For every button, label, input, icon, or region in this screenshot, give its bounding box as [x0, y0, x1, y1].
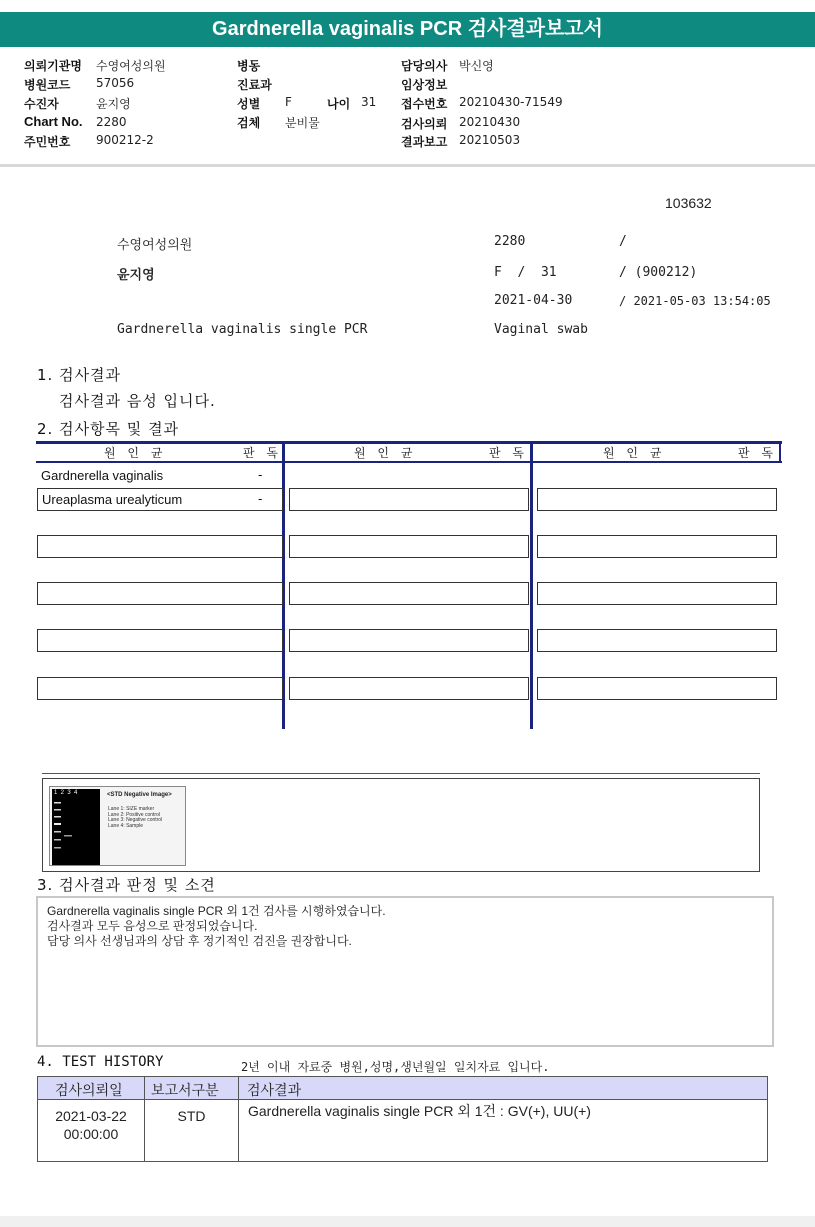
history-row-type: STD [177, 1108, 206, 1124]
gel-legend-line-1: Lane 1: SIZE marker [108, 806, 155, 812]
pathogen-result-2: - [258, 491, 263, 506]
label-request-date: 검사의뢰 [401, 117, 448, 131]
top-strip [0, 0, 815, 12]
col-header-result-1: 판 독 [243, 446, 282, 460]
value-specimen: 분비물 [285, 116, 320, 130]
pathogen-result-1: - [258, 467, 263, 482]
gel-electrophoresis-image [52, 789, 100, 865]
history-row-date-time: 00:00:00 [63, 1126, 119, 1142]
table-right-edge [779, 441, 781, 463]
value-doctor: 박신영 [459, 59, 494, 73]
gel-image-title: <STD Negative Image> [107, 792, 172, 798]
table-header-border [36, 461, 782, 463]
label-hospital-code: 병원코드 [24, 78, 71, 92]
history-col-result: 검사결과 [247, 1083, 302, 1099]
label-report-date: 결과보고 [401, 135, 448, 149]
conclusion-text [47, 904, 386, 949]
print-chart: 2280 [494, 234, 526, 249]
result-cell-r6-c2 [289, 677, 529, 700]
label-receipt-no: 접수번호 [401, 97, 448, 111]
label-patient: 수진자 [24, 97, 59, 111]
section1-result-text: 검사결과 음성 입니다. [59, 392, 216, 410]
print-request-date: 2021-04-30 [494, 293, 573, 308]
print-test-name: Gardnerella vaginalis single PCR [117, 322, 368, 337]
section2-heading: 2. 검사항목 및 결과 [37, 420, 180, 438]
history-note: 2년 이내 자료중 병원,성명,생년월일 일치자료 입니다. [241, 1060, 550, 1074]
result-cell-r5-c2 [289, 629, 529, 652]
section4-heading: 4. TEST HISTORY [37, 1054, 164, 1070]
gel-lane-numbers: 1 2 3 4 [54, 790, 78, 796]
history-row-result: Gardnerella vaginalis single PCR 외 1건 : GV(+), UU(+) [248, 1103, 591, 1119]
value-referring-clinic: 수영여성의원 [96, 59, 166, 73]
history-row-date [38, 1107, 144, 1143]
label-clinical-info: 임상정보 [401, 78, 448, 92]
history-col-request-date: 검사의뢰일 [55, 1083, 123, 1099]
result-cell-r5-c3 [537, 629, 777, 652]
conclusion-line-3: 담당 의사 선생님과의 상담 후 정기적인 검진을 권장합니다. [47, 934, 352, 948]
value-chart-no: 2280 [96, 115, 127, 129]
label-department: 진료과 [237, 78, 272, 92]
label-specimen: 검체 [237, 116, 261, 130]
value-sex: F [285, 95, 292, 109]
table-column-divider-2 [530, 441, 533, 729]
label-ward: 병동 [237, 59, 261, 73]
history-col-report-type: 보고서구분 [151, 1083, 219, 1099]
result-cell-r2-c3 [537, 488, 777, 511]
col-header-pathogen-3: 원 인 균 [603, 446, 666, 460]
history-col-divider-2 [238, 1077, 239, 1162]
label-age: 나이 [327, 97, 351, 111]
value-receipt-no: 20210430-71549 [459, 95, 563, 109]
result-cell-r4-c2 [289, 582, 529, 605]
result-cell-r6-c1 [37, 677, 283, 700]
section3-heading: 3. 검사결과 판정 및 소견 [37, 876, 216, 894]
label-sex: 성별 [237, 97, 261, 111]
gel-legend-line-2: Lane 2: Positive control [108, 811, 160, 818]
conclusion-line-1: Gardnerella vaginalis single PCR 외 1건 검사를 시행하였습니다. [47, 904, 386, 918]
pathogen-name-2: Ureaplasma urealyticum [42, 492, 183, 507]
pathogen-name-1: Gardnerella vaginalis [41, 468, 164, 483]
print-hospital: 수영여성의원 [117, 238, 193, 253]
label-chart-no: Chart No. [24, 114, 83, 129]
result-cell-r2-c2 [289, 488, 529, 511]
label-resident-no: 주민번호 [24, 135, 71, 149]
col-header-pathogen-1: 원 인 균 [104, 446, 167, 460]
image-top-rule [42, 773, 760, 774]
print-slash: / [619, 234, 627, 249]
print-patient: 윤지영 [117, 268, 155, 283]
col-header-result-2: 판 독 [489, 446, 528, 460]
label-doctor: 담당의사 [401, 59, 448, 73]
print-sex-age: F / 31 [494, 265, 557, 280]
value-report-date: 20210503 [459, 133, 521, 147]
result-cell-r6-c3 [537, 677, 777, 700]
value-patient: 윤지영 [96, 97, 131, 111]
bottom-strip [0, 1216, 815, 1227]
report-title: Gardnerella vaginalis PCR 검사결과보고서 [212, 18, 603, 40]
gel-bands-icon [52, 789, 100, 865]
col-header-result-3: 판 독 [738, 446, 777, 460]
print-specimen: Vaginal swab [494, 322, 588, 337]
result-cell-r5-c1 [37, 629, 283, 652]
result-cell-r3-c1 [37, 535, 283, 558]
col-header-pathogen-2: 원 인 균 [354, 446, 417, 460]
value-resident-no: 900212-2 [96, 133, 154, 147]
header-separator [0, 164, 815, 167]
gel-legend-line-3: Lane 3: Negative control [108, 817, 163, 823]
result-cell-r3-c2 [289, 535, 529, 558]
result-cell-r4-c1 [37, 582, 283, 605]
conclusion-line-2: 검사결과 모두 음성으로 판정되었습니다. [47, 919, 258, 933]
history-row-date-day: 2021-03-22 [55, 1108, 127, 1124]
label-referring-clinic: 의뢰기관명 [24, 59, 82, 73]
value-hospital-code: 57056 [96, 76, 135, 90]
result-cell-r4-c3 [537, 582, 777, 605]
gel-legend-line-4: Lane 4: Sample [108, 822, 144, 829]
print-code: 103632 [665, 195, 712, 211]
gel-legend [108, 807, 162, 829]
print-report-datetime: / 2021-05-03 13:54:05 [619, 294, 771, 308]
print-birth: / (900212) [619, 265, 698, 280]
section1-heading: 1. 검사결과 [37, 366, 122, 384]
value-request-date: 20210430 [459, 115, 521, 129]
result-cell-r3-c3 [537, 535, 777, 558]
value-age: 31 [361, 95, 377, 109]
history-table-header [38, 1077, 767, 1100]
